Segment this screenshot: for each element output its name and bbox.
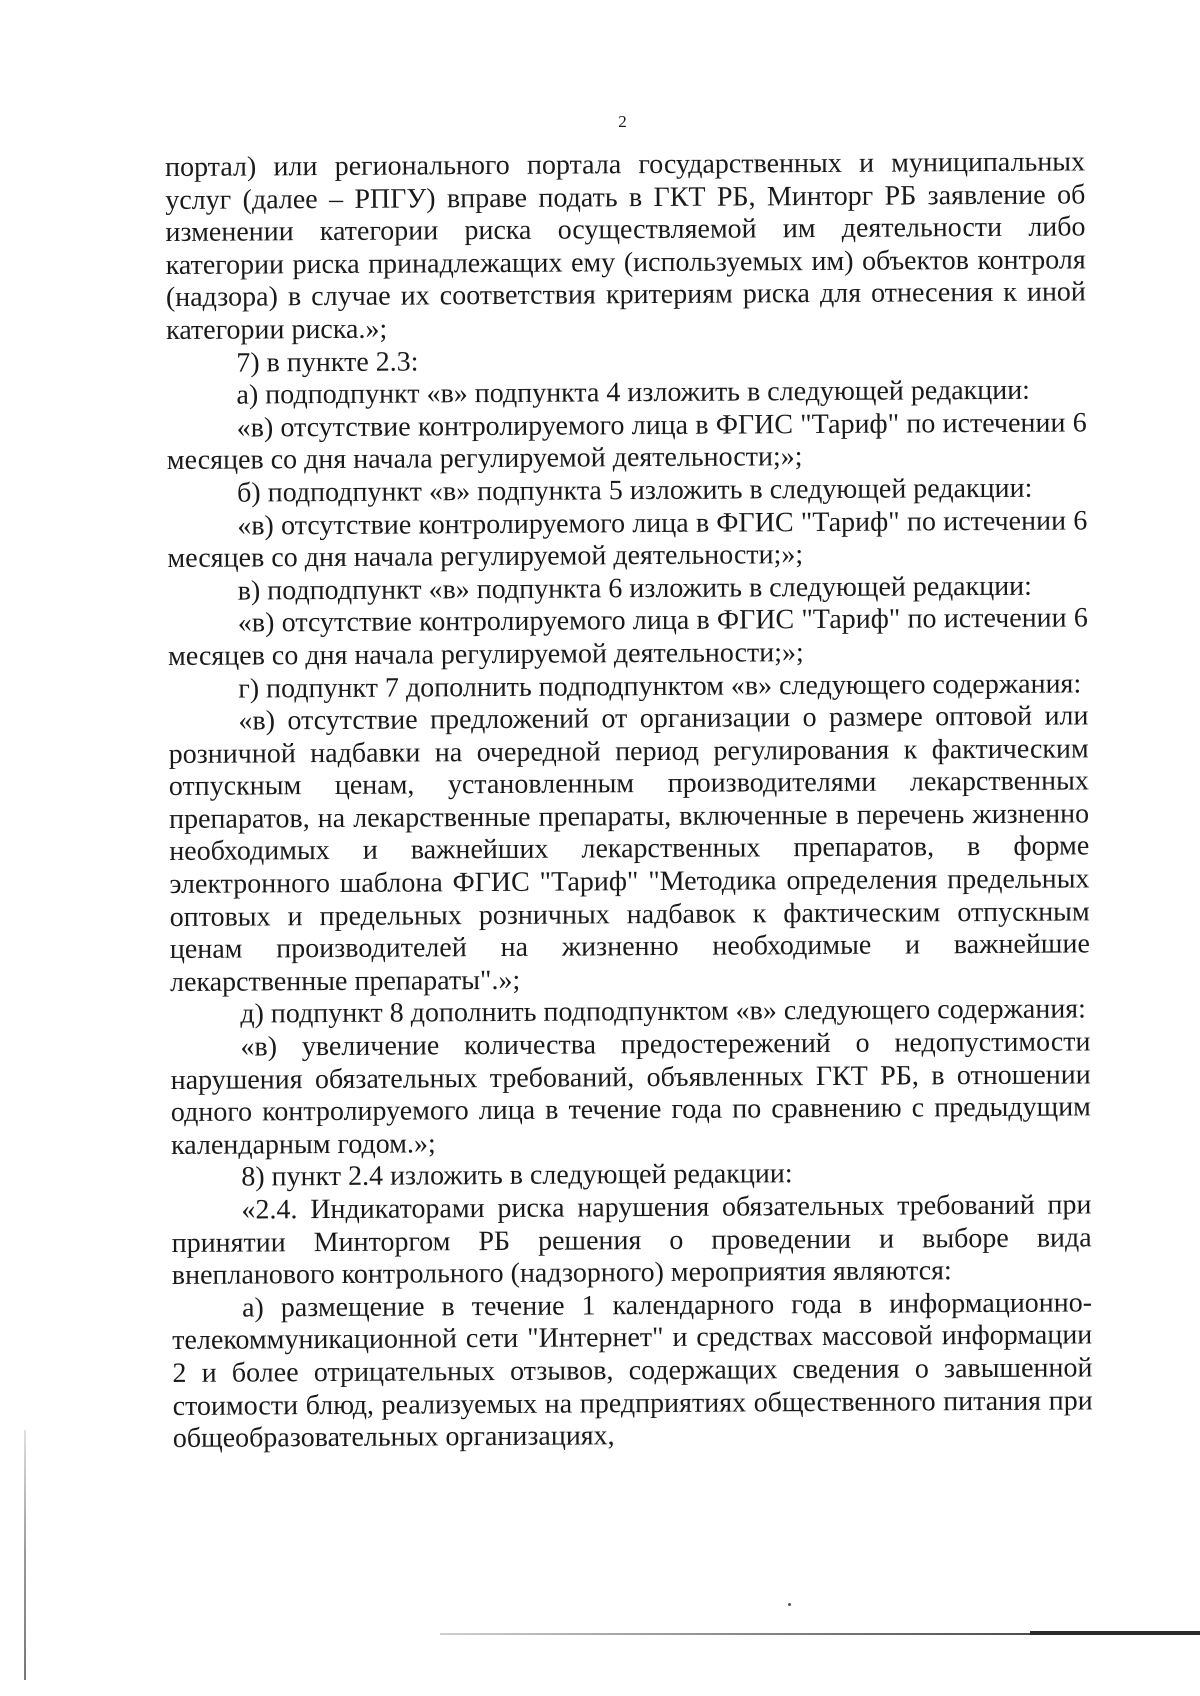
paragraph: «2.4. Индикаторами риска нарушения обязательных требований при принятии Минторгом РБ решения о проведении и выборе вида внепланового контрольного (надзорного) мероприятия являются: [171,1189,1092,1292]
paragraph: г) подпункт 7 дополнить подподпунктом «в» следующего содержания: [238,667,1082,705]
paragraph: «в) отсутствие контролируемого лица в ФГИС "Тариф" по истечении 6 месяцев со дня начала регулируемой деятельности;»; [167,504,1088,575]
paragraph: д) подпункт 8 дополнить подподпунктом «в» следующего содержания: [240,993,1087,1030]
scan-artifact-dot [788,1603,791,1606]
paragraph: «в) увеличение количества предостережений о недопустимости нарушения обязательных требований, объявленных ГКТ РБ, в отношении одного контролируемого лица в течение года по сравнению с предыдущим календарным годом.»; [170,1026,1091,1161]
paragraph: а) подподпункт «в» подпункта 4 изложить в следующей редакции: [236,374,1031,411]
paragraph: «в) отсутствие контролируемого лица в ФГИС "Тариф" по истечении 6 месяцев со дня начала регулируемой деятельности;»; [166,407,1087,477]
scan-edge-line-left [24,1430,26,1680]
scan-edge-line-thick [1030,1631,1200,1635]
paragraph: а) размещение в течение 1 календарного года в информационно-телекоммуникационной сети "Интернет" и средствах массовой информации 2 и более отрицательных отзывов, содержащих сведения о завышенной стоимости блюд, реализуемых на предприятиях общественного питания при общеобразовательных организациях, [172,1287,1093,1455]
page-number: 2 [618,112,627,131]
paragraph: 8) пункт 2.4 изложить в следующей редакции: [241,1158,793,1193]
paragraph: б) подподпункт «в» подпункта 5 изложить в следующей редакции: [236,472,1033,509]
paragraph: «в) отсутствие предложений от организации о размере оптовой или розничной надбавки на очередной период регулирования к фактическим отпускным ценам, установленным производителями лекарственных препаратов, на лекарственные препараты, включенные в перечень жизненно необходимых и важнейших лекарственных препаратов, в форме электронного шаблона ФГИС "Тариф" "Методика определения предельных оптовых и предельных розничных надбавок к фактическим отпускным ценам производителей на жизненно необходимые и важнейшие лекарственные препараты".»; [168,700,1090,998]
paragraph: портал) или регионального портала государственных и муниципальных услуг (далее – РПГУ) вправе подать в ГКТ РБ, Минторг РБ заявление об изменении категории риска осуществляемой им деятельности либо категории риска принадлежащих ему (используемых им) объектов контроля (надзора) в случае их соответствия критериям риска для отнесения к иной категории риска.»; [165,146,1086,346]
document-body [165,146,1093,1455]
paragraph: «в) отсутствие контролируемого лица в ФГИС "Тариф" по истечении 6 месяцев со дня начала регулируемой деятельности;»; [167,602,1088,672]
paragraph: в) подподпункт «в» подпункта 6 изложить в следующей редакции: [237,570,1032,607]
paragraph: 7) в пункте 2.3: [236,346,419,379]
